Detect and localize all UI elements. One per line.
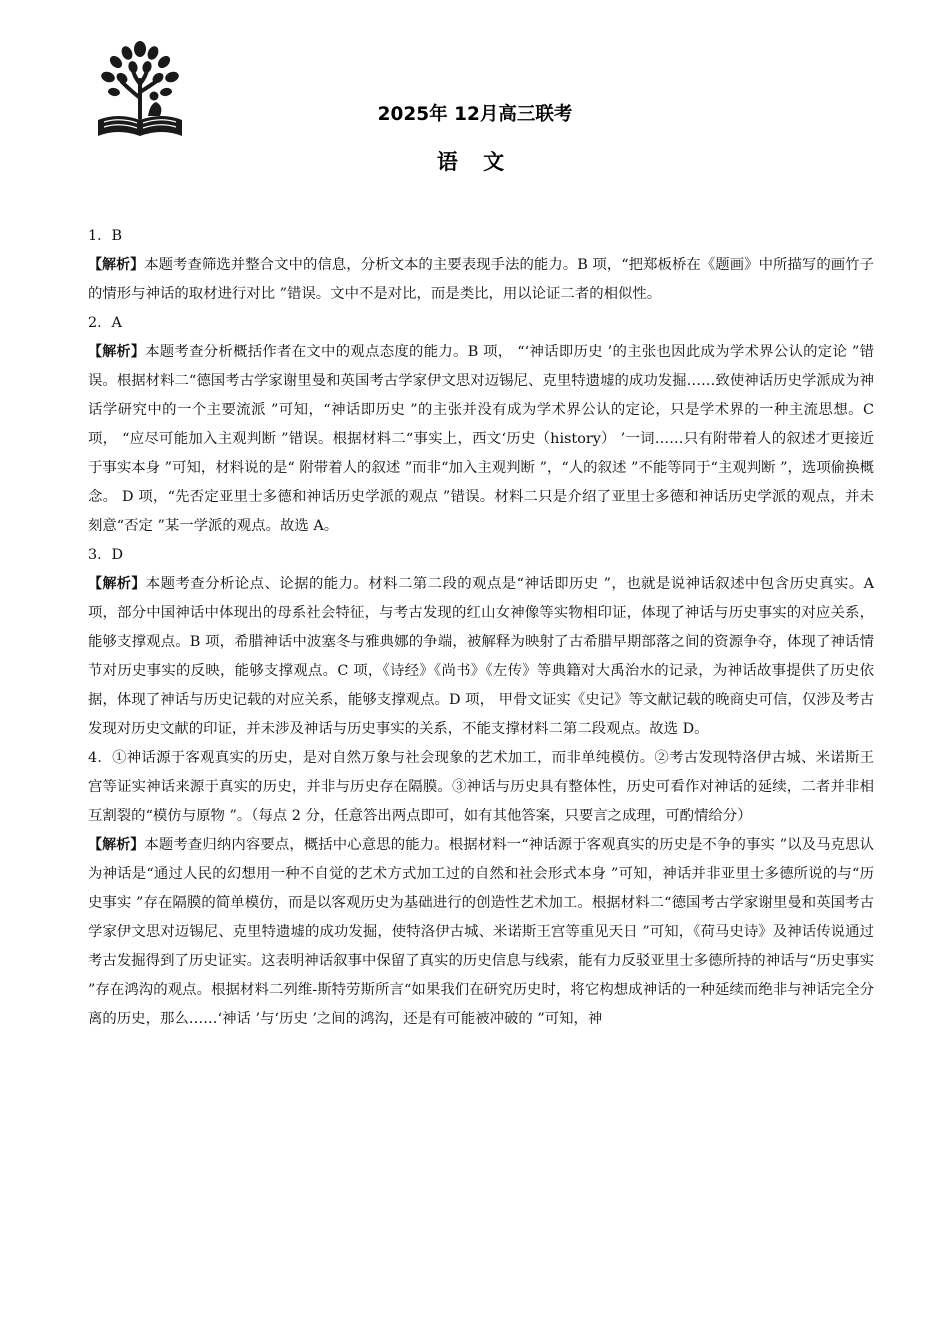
- analysis-text: 本题考查分析概括作者在文中的观点态度的能力。B 项， “‘神话即历史 ’的主张也因此成为学术界公认的定论 ”错误。根据材料二“德国考古学家谢里曼和英国考古学家伊文思对迈锡尼、克里特遗墟的成功发掘……致使神话历史学派成为神话学研究中的一个主要流派 ”可知，“神话即历史 ”的主张并没有成为学术界公认的定论，只是学术界的一种主流思想。C 项， “应尽可能加入主观判断 ”错误。根据材料二“事实上，西文‘历史（history） ’一词……只有附带着人的叙述才更接近于事实本身 ”可知，材料说的是“ 附带着人的叙述 ”而非“加入主观判断 ”，“人的叙述 ”不能等同于“主观判断 ”，选项偷换概念。 D 项，“先否定亚里士多德和神话历史学派的观点 ”错误。材料二只是介绍了亚里士多德和神话历史学派的观点，并未刻意“否定 ”某一学派的观点。故选 A。: [88, 344, 874, 534]
- analysis-tag: 【解析】: [88, 576, 146, 592]
- page-title: 2025年 12月高三联考: [377, 104, 573, 125]
- answer-3-analysis: [88, 570, 874, 744]
- answer-2-number: 2．A: [88, 315, 122, 331]
- analysis-tag: 【解析】: [88, 837, 145, 853]
- answer-1-analysis: [88, 251, 874, 309]
- answer-2-analysis: [88, 338, 874, 541]
- analysis-tag: 【解析】: [88, 344, 146, 360]
- answer-4-answer-text: ①神话源于客观真实的历史，是对自然万象与社会现象的艺术加工，而非单纯模仿。②考古发现特洛伊古城、米诺斯王宫等证实神话来源于真实的历史，并非与历史存在隔膜。③神话与历史具有整体性，历史可看作对神话的延续，二者并非相互割裂的“模仿与原物 ”。（每点 2 分，任意答出两点即可，如有其他答案，只要言之成理，可酌情给分）: [88, 750, 875, 824]
- answer-4-number: 4．: [88, 750, 113, 766]
- answer-4-reference: [88, 744, 874, 831]
- answer-1-number: 1．B: [88, 228, 123, 244]
- analysis-text: 本题考查筛选并整合文中的信息，分析文本的主要表现手法的能力。B 项，“把郑板桥在《题画》中所描写的画竹子的情形与神话的取材进行对比 ”错误。文中不是对比，而是类比，用以论证二者的相似性。: [88, 257, 875, 302]
- subject-title: 语 文: [436, 150, 514, 174]
- analysis-text: 本题考查分析论点、论据的能力。材料二第二段的观点是“神话即历史 ”，也就是说神话叙述中包含历史真实。A 项，部分中国神话中体现出的母系社会特征，与考古发现的红山女神像等实物相印证，体现了神话与历史事实的对应关系，能够支撑观点。B 项，希腊神话中波塞冬与雅典娜的争端，被解释为映射了古希腊早期部落之间的资源争夺，体现了神话情节对历史事实的反映，能够支撑观点。C 项，《诗经》《尚书》《左传》等典籍对大禹治水的记录，为神话故事提供了历史依据，体现了神话与历史记载的对应关系，能够支撑观点。D 项， 甲骨文证实《史记》等文献记载的晚商史可信，仅涉及考古发现对历史文献的印证，并未涉及神话与历史事实的关系，不能支撑材料二第二段观点。故选 D。: [88, 576, 875, 737]
- answer-3-number: 3．D: [88, 547, 124, 563]
- analysis-text: 本题考查归纳内容要点，概括中心意思的能力。根据材料一“神话源于客观真实的历史是不争的事实 ”以及马克思认为神话是“通过人民的幻想用一种不自觉的艺术方式加工过的自然和社会形式本身 ”可知，神话并非亚里士多德所说的与“历史事实 ”存在隔膜的简单模仿，而是以客观历史为基础进行的创造性艺术加工。根据材料二“德国考古学家谢里曼和英国考古学家伊文思对迈锡尼、克里特遗墟的成功发掘，使特洛伊古城、米诺斯王宫等重见天日 ”可知，《荷马史诗》及神话传说通过考古发掘得到了历史证实。这表明神话叙事中保留了真实的历史信息与线索，能有力反驳亚里士多德所持的神话与“历史事实 ”存在鸿沟的观点。根据材料二列维-斯特劳斯所言“如果我们在研究历史时，将它构想成神话的一种延续而绝非与神话完全分离的历史，那么……‘神话 ’与‘历史 ’之间的鸿沟，还是有可能被冲破的 ”可知，神: [88, 837, 874, 1027]
- answer-4-analysis: [88, 831, 874, 1034]
- analysis-tag: 【解析】: [88, 257, 145, 273]
- answer-list: [88, 222, 874, 1034]
